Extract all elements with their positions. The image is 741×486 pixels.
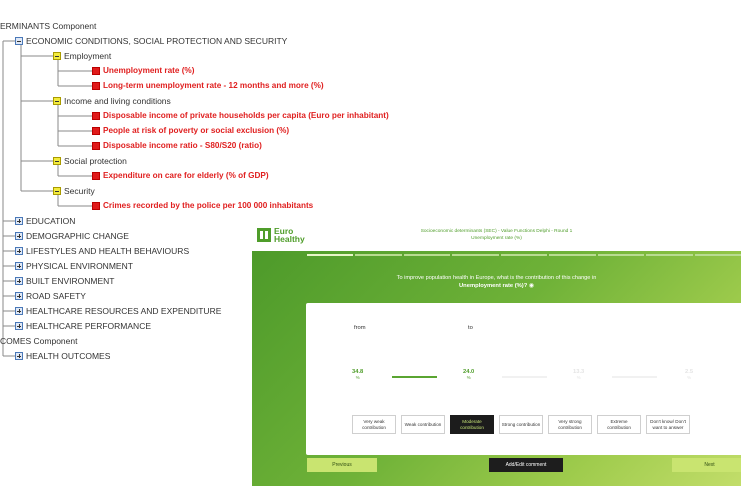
survey-title: Socioeconomic determinants (SEC) - Value Functions Delphi - Round 1 [420,229,573,234]
progress-step [355,254,401,256]
option-moderate[interactable]: Moderate contribution [450,415,494,434]
tree-node-employment[interactable]: Employment [53,51,111,61]
indicator-square-icon [92,82,100,90]
expand-toggle-icon[interactable] [15,292,23,300]
expand-toggle-icon[interactable] [15,322,23,330]
to-value: 24.0 % [463,369,475,380]
next-button[interactable]: Next [672,458,741,472]
progress-step [404,254,450,256]
add-edit-comment-button[interactable]: Add/Edit comment [489,458,563,472]
tree-node-built[interactable]: BUILT ENVIRONMENT [15,276,114,286]
tree-node-physical[interactable]: PHYSICAL ENVIRONMENT [15,261,133,271]
tree-node-income[interactable]: Income and living conditions [53,96,171,106]
expand-toggle-icon[interactable] [15,352,23,360]
expand-toggle-icon[interactable] [15,262,23,270]
to-label: to [468,325,473,331]
survey-subtitle: Unemployment rate (%) [471,236,522,241]
progress-step [501,254,547,256]
from-value: 34.8 % [352,369,364,380]
expand-toggle-icon[interactable] [15,232,23,240]
indicator-square-icon [92,202,100,210]
contribution-options [352,415,690,434]
indicator-income-ratio[interactable]: Disposable income ratio - S80/S20 (ratio) [92,141,262,150]
change-segment-active [392,376,437,378]
tree-node-health-outcomes[interactable]: HEALTH OUTCOMES [15,351,110,361]
indicator-square-icon [92,67,100,75]
tree-node-demographic[interactable]: DEMOGRAPHIC CHANGE [15,231,129,241]
indicator-square-icon [92,112,100,120]
collapse-toggle-icon[interactable] [15,37,23,45]
question-area [252,251,741,486]
determinants-component-header: ERMINANTS Component [0,21,97,31]
tree-node-economic[interactable]: ECONOMIC CONDITIONS, SOCIAL PROTECTION AND SECURITY [15,36,287,46]
eye-icon[interactable]: ◉ [528,283,534,289]
expand-toggle-icon[interactable] [15,307,23,315]
progress-step [598,254,644,256]
indicator-long-term-unemployment[interactable]: Long-term unemployment rate - 12 months and more (%) [92,81,324,90]
outcomes-component-header: COMES Component [0,336,78,346]
tree-node-social-protection[interactable]: Social protection [53,156,127,166]
option-very-weak[interactable]: Very weak contribution [352,415,396,434]
option-dont-know[interactable]: Don't know/ Don't want to answer [646,415,690,434]
progress-steps [307,254,741,256]
option-strong[interactable]: Strong contribution [499,415,543,434]
tree-node-education[interactable]: EDUCATION [15,216,75,226]
progress-step [695,254,741,256]
indicator-square-icon [92,127,100,135]
indicator-square-icon [92,172,100,180]
delphi-survey-panel [252,224,741,486]
indicator-square-icon [92,142,100,150]
tree-node-resources[interactable]: HEALTHCARE RESOURCES AND EXPENDITURE [15,306,221,316]
from-label: from [354,325,366,331]
question-text: To improve population health in Europe, what is the contribution of this change in [396,275,597,281]
collapse-toggle-icon[interactable] [53,97,61,105]
expand-toggle-icon[interactable] [15,247,23,255]
indicator-crimes[interactable]: Crimes recorded by the police per 100 000 inhabitants [92,201,313,210]
progress-step [646,254,692,256]
option-weak[interactable]: Weak contribution [401,415,445,434]
previous-button[interactable]: Previous [307,458,377,472]
next-value: 13.3 % [573,369,585,380]
indicator-elderly-care[interactable]: Expenditure on care for elderly (% of GDP) [92,171,269,180]
indicator-unemployment-rate[interactable]: Unemployment rate (%) [92,66,194,75]
collapse-toggle-icon[interactable] [53,52,61,60]
tree-node-lifestyles[interactable]: LIFESTYLES AND HEALTH BEHAVIOURS [15,246,189,256]
answer-card [306,303,741,455]
last-value: 2.5 % [685,369,694,380]
option-extreme[interactable]: Extreme contribution [597,415,641,434]
progress-step [452,254,498,256]
expand-toggle-icon[interactable] [15,217,23,225]
change-segment-inactive [612,376,657,378]
option-very-strong[interactable]: Very strong contribution [548,415,592,434]
eurohealthy-logo: Euro Healthy [257,227,305,243]
indicator-disposable-income[interactable]: Disposable income of private households per capita (Euro per inhabitant) [92,111,389,120]
tree-node-road[interactable]: ROAD SAFETY [15,291,86,301]
tree-node-performance[interactable]: HEALTHCARE PERFORMANCE [15,321,151,331]
change-segment-inactive [502,376,547,378]
collapse-toggle-icon[interactable] [53,187,61,195]
tree-node-security[interactable]: Security [53,186,95,196]
question-indicator: Unemployment rate (%)? ◉ [459,283,534,289]
expand-toggle-icon[interactable] [15,277,23,285]
indicator-poverty[interactable]: People at risk of poverty or social exclusion (%) [92,126,289,135]
collapse-toggle-icon[interactable] [53,157,61,165]
progress-step [549,254,595,256]
progress-step [307,254,353,256]
